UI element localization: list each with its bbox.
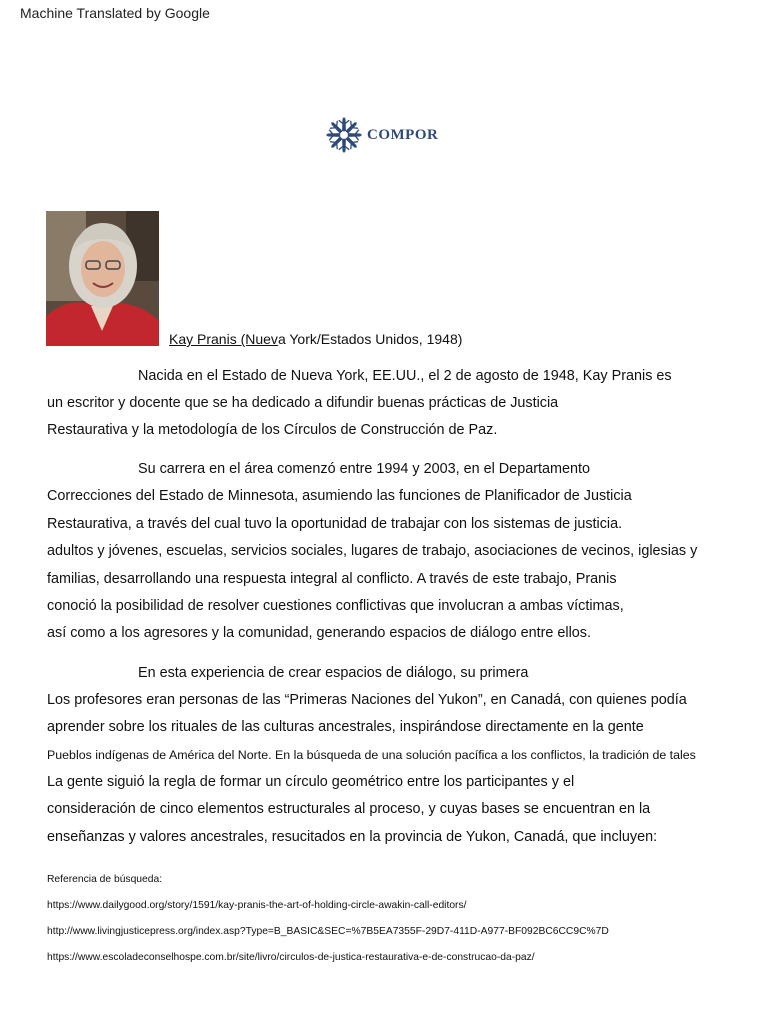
references-heading: Referencia de búsqueda: [47,874,163,885]
paragraph-line: enseñanzas y valores ancestrales, resucitados en la provincia de Yukon, Canadá, que incluyen: [47,829,658,845]
paragraph-line: familias, desarrollando una respuesta integral al conflicto. A través de este trabajo, Pranis [47,571,617,587]
paragraph-line: Su carrera en el área comenzó entre 1994 y 2003, en el Departamento [138,461,590,477]
reference-link[interactable]: https://www.dailygood.org/story/1591/kay-pranis-the-art-of-holding-circle-awakin-call-editors/ [47,900,467,911]
paragraph-line: Correcciones del Estado de Minnesota, asumiendo las funciones de Planificador de Justicia [47,488,632,504]
paragraph-line: adultos y jóvenes, escuelas, servicios sociales, lugares de trabajo, asociaciones de vecinos, iglesias y [47,543,698,559]
paragraph-line: aprender sobre los rituales de las culturas ancestrales, inspirándose directamente en la gente [47,719,644,735]
translation-banner: Machine Translated by Google [20,5,210,21]
photo-caption [169,331,462,347]
compor-logo [325,116,438,154]
paragraph-line: La gente siguió la regla de formar un círculo geométrico entre los participantes y el [47,774,575,790]
paragraph-line: Restaurativa y la metodología de los Círculos de Construcción de Paz. [47,422,498,438]
portrait-photo [46,211,159,346]
paragraph-line: En esta experiencia de crear espacios de diálogo, su primera [138,665,529,681]
logo-text: COMPOR [367,126,439,143]
paragraph-line: consideración de cinco elementos estructurales al proceso, y cuyas bases se encuentran en la [47,801,651,817]
reference-link[interactable]: http://www.livingjusticepress.org/index.asp?Type=B_BASIC&SEC=%7B5EA7355F-29D7-411D-A977-BF092BC6CC9C%7D [47,926,609,937]
paragraph-line: conoció la posibilidad de resolver cuestiones conflictivas que involucran a ambas víctimas, [47,598,624,614]
paragraph-line: un escritor y docente que se ha dedicado a difundir buenas prácticas de Justicia [47,395,559,411]
paragraph-line: Pueblos indígenas de América del Norte. En la búsqueda de una solución pacífica a los conflictos, la tradición de tales [47,748,696,762]
paragraph-line: así como a los agresores y la comunidad, generando espacios de diálogo entre ellos. [47,625,591,641]
paragraph-line: Los profesores eran personas de las “Primeras Naciones del Yukon”, en Canadá, con quienes podía [47,692,687,708]
caption-rest: a York/Estados Unidos, 1948) [277,331,463,347]
caption-link[interactable]: Kay Pranis (Nuev [169,331,278,347]
compor-logo-icon [325,116,363,154]
paragraph-line: Nacida en el Estado de Nueva York, EE.UU., el 2 de agosto de 1948, Kay Pranis es [138,368,672,384]
paragraph-line: Restaurativa, a través del cual tuvo la oportunidad de trabajar con los sistemas de justicia. [47,516,623,532]
reference-link[interactable]: https://www.escoladeconselhospe.com.br/site/livro/circulos-de-justica-restaurativa-e-de-construcao-da-paz/ [47,952,535,963]
